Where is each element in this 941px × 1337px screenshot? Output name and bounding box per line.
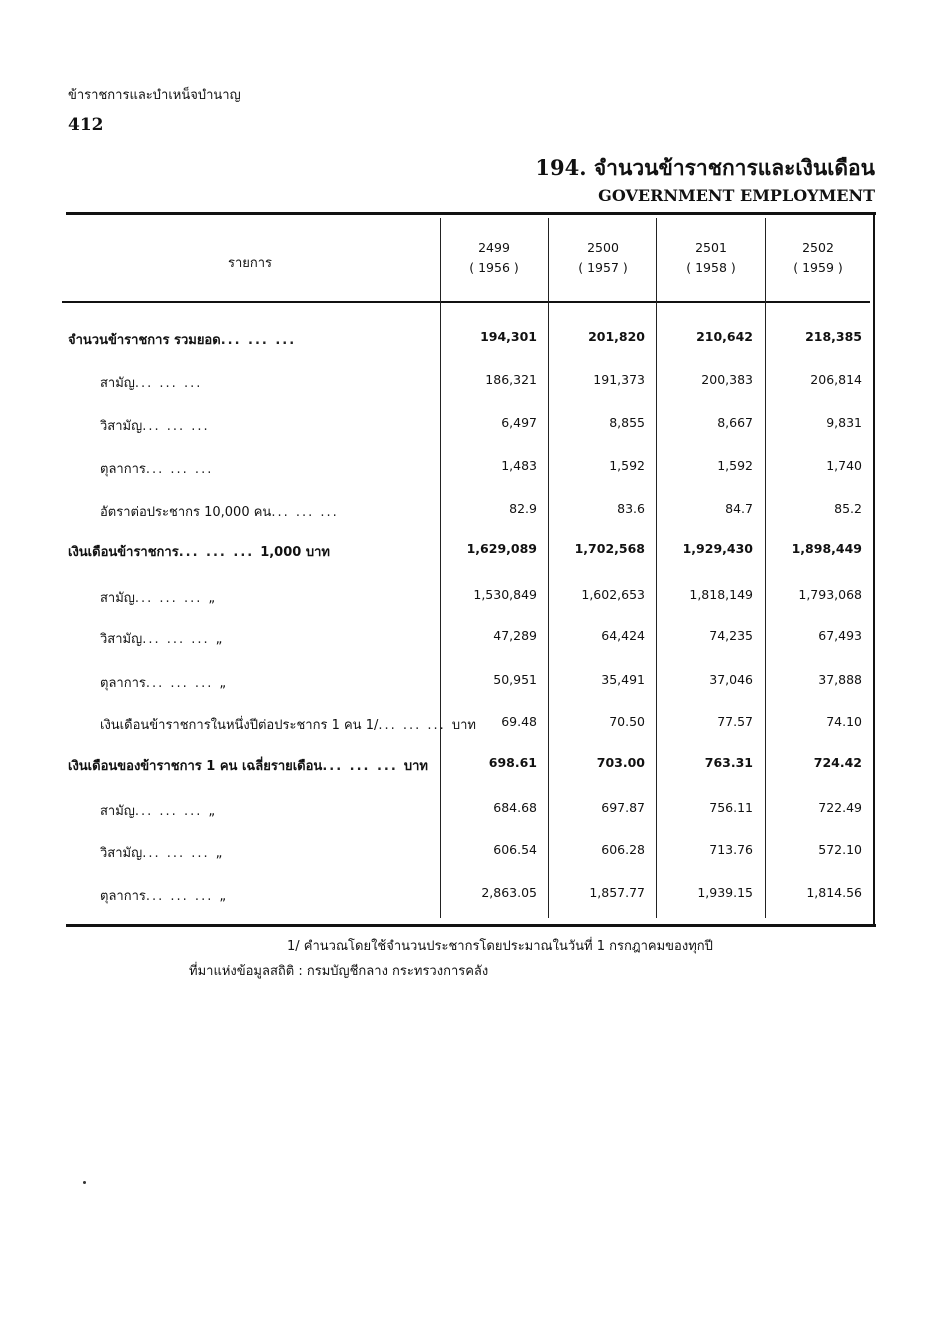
row-label-text: เงินเดือนข้าราชการในหนึ่งปีต่อประชากร 1 คน 1/ [100, 718, 379, 733]
row-label-text: เงินเดือนของข้าราชการ 1 คน เฉลี่ยรายเดือน [68, 759, 323, 774]
year-header [444, 238, 544, 278]
table-cell: 6,497 [501, 415, 537, 430]
table-cell: 722.49 [818, 800, 862, 815]
table-cell: 83.6 [617, 501, 645, 516]
table-cell: 1,793,068 [798, 587, 862, 602]
year-header [553, 238, 653, 278]
row-unit: „ [215, 846, 223, 861]
table-cell: 206,814 [810, 372, 862, 387]
year-ce: ( 1958 ) [686, 260, 736, 275]
table-row [0, 372, 941, 402]
year-be: 2499 [478, 240, 510, 255]
table-cell: 218,385 [805, 329, 862, 344]
row-label-text: ตุลาการ [100, 889, 146, 904]
row-label-text: เงินเดือนข้าราชการ [68, 545, 179, 560]
row-label [100, 800, 215, 821]
row-unit: „ [208, 804, 216, 819]
table-cell: 194,301 [480, 329, 537, 344]
table-number: 194. [535, 155, 587, 180]
dot-leader: ... ... ... [322, 759, 398, 774]
table-cell: 67,493 [818, 628, 862, 643]
table-cell: 74,235 [709, 628, 753, 643]
row-unit: บาท [451, 718, 476, 733]
table-cell: 74.10 [826, 714, 862, 729]
dot-leader: ... ... ... [145, 462, 214, 477]
table-cell: 37,046 [709, 672, 753, 687]
table-title-thai [535, 152, 875, 185]
table-cell: 606.54 [493, 842, 537, 857]
year-header [661, 238, 761, 278]
table-cell: 64,424 [601, 628, 645, 643]
header-item-label: รายการ [227, 256, 273, 271]
dot-leader: ... ... ... [142, 419, 210, 434]
dot-leader: ... ... ... [220, 333, 297, 348]
dot-leader: ... ... ... [134, 376, 203, 391]
row-label [100, 372, 202, 393]
year-ce: ( 1957 ) [578, 260, 628, 275]
table-bottom-rule [66, 924, 876, 927]
table-cell: 200,383 [701, 372, 753, 387]
table-cell: 70.50 [609, 714, 645, 729]
table-cell: 606.28 [601, 842, 645, 857]
row-label [100, 587, 215, 608]
table-row [0, 628, 941, 658]
dot-leader: ... ... ... [378, 718, 446, 733]
table-cell: 1,530,849 [473, 587, 537, 602]
row-label-text: อัตราต่อประชากร 10,000 คน [100, 505, 272, 520]
row-unit: บาท [403, 759, 428, 774]
row-label-text: วิสามัญ [100, 419, 143, 434]
row-label [100, 501, 339, 522]
table-cell: 698.61 [488, 755, 537, 770]
table-cell: 2,863.05 [481, 885, 537, 900]
table-cell: 77.57 [717, 714, 753, 729]
footnote: 1/ คำนวณโดยใช้จำนวนประชากรโดยประมาณในวันที่ 1 กรกฎาคมของทุกปี [287, 939, 713, 954]
row-unit: „ [219, 676, 227, 691]
dot-leader: ... ... ... [142, 846, 210, 861]
row-label [68, 541, 330, 562]
table-cell: 1,629,089 [466, 541, 537, 556]
year-be: 2502 [802, 240, 834, 255]
dot-leader: ... ... ... [178, 545, 255, 560]
table-row [0, 458, 941, 488]
row-label [100, 714, 476, 735]
year-header [768, 238, 868, 278]
row-label [68, 329, 296, 350]
title-thai-text: จำนวนข้าราชการและเงินเดือน [593, 155, 875, 180]
table-cell: 50,951 [493, 672, 537, 687]
table-top-rule [66, 212, 876, 215]
table-cell: 210,642 [696, 329, 753, 344]
table-cell: 8,855 [609, 415, 645, 430]
table-cell: 191,373 [593, 372, 645, 387]
table-cell: 572.10 [818, 842, 862, 857]
year-ce: ( 1959 ) [793, 260, 843, 275]
table-title-english: GOVERNMENT EMPLOYMENT [598, 186, 875, 205]
table-cell: 697.87 [601, 800, 645, 815]
year-be: 2501 [695, 240, 727, 255]
table-row [0, 587, 941, 617]
table-row [0, 800, 941, 830]
table-cell: 1,483 [501, 458, 537, 473]
table-cell: 85.2 [834, 501, 862, 516]
table-cell: 713.76 [709, 842, 753, 857]
dot-leader: ... ... ... [134, 591, 203, 606]
table-cell: 1,592 [717, 458, 753, 473]
table-cell: 1,818,149 [689, 587, 753, 602]
table-cell: 1,898,449 [791, 541, 862, 556]
dot-leader: ... ... ... [271, 505, 339, 520]
row-unit: 1,000 บาท [260, 545, 330, 560]
table-cell: 9,831 [826, 415, 862, 430]
table-cell: 37,888 [818, 672, 862, 687]
table-row [0, 755, 941, 785]
row-label-text: ตุลาการ [100, 676, 146, 691]
dot-leader: ... ... ... [134, 804, 203, 819]
row-label-text: วิสามัญ [100, 846, 143, 861]
row-label [100, 672, 226, 693]
table-cell: 35,491 [601, 672, 645, 687]
row-label-text: สามัญ [100, 804, 135, 819]
row-unit: „ [208, 591, 216, 606]
table-row [0, 885, 941, 915]
year-ce: ( 1956 ) [469, 260, 519, 275]
table-row [0, 842, 941, 872]
table-cell: 756.11 [709, 800, 753, 815]
row-label [100, 628, 222, 649]
table-cell: 69.48 [501, 714, 537, 729]
row-label [68, 755, 428, 776]
dot-leader: ... ... ... [145, 889, 214, 904]
row-label [100, 458, 213, 479]
table-row [0, 501, 941, 531]
stray-mark [83, 1181, 86, 1184]
table-row [0, 714, 941, 744]
table-cell: 763.31 [704, 755, 753, 770]
table-cell: 84.7 [725, 501, 753, 516]
dot-leader: ... ... ... [145, 676, 214, 691]
header-rule [62, 301, 870, 303]
table-cell: 82.9 [509, 501, 537, 516]
row-label [100, 842, 222, 863]
dot-leader: ... ... ... [142, 632, 210, 647]
table-cell: 8,667 [717, 415, 753, 430]
table-row [0, 541, 941, 571]
table-cell: 1,702,568 [574, 541, 645, 556]
table-cell: 201,820 [588, 329, 645, 344]
row-label-text: สามัญ [100, 591, 135, 606]
running-head: ข้าราชการและบำเหน็จบำนาญ [68, 88, 241, 103]
row-label-text: วิสามัญ [100, 632, 143, 647]
table-cell: 703.00 [596, 755, 645, 770]
table-row [0, 329, 941, 359]
row-unit: „ [219, 889, 227, 904]
table-cell: 1,857.77 [589, 885, 645, 900]
table-cell: 1,592 [609, 458, 645, 473]
row-label-text: จำนวนข้าราชการ รวมยอด [68, 333, 221, 348]
table-cell: 724.42 [813, 755, 862, 770]
table-row [0, 415, 941, 445]
row-label [100, 885, 226, 906]
table-cell: 1,740 [826, 458, 862, 473]
row-label [100, 415, 210, 436]
table-cell: 1,814.56 [806, 885, 862, 900]
table-cell: 1,939.15 [697, 885, 753, 900]
row-label-text: สามัญ [100, 376, 135, 391]
table-cell: 47,289 [493, 628, 537, 643]
page-number: 412 [68, 115, 104, 135]
row-unit: „ [215, 632, 223, 647]
table-cell: 684.68 [493, 800, 537, 815]
table-cell: 186,321 [485, 372, 537, 387]
row-label-text: ตุลาการ [100, 462, 146, 477]
table-cell: 1,929,430 [682, 541, 753, 556]
table-cell: 1,602,653 [581, 587, 645, 602]
year-be: 2500 [587, 240, 619, 255]
table-row [0, 672, 941, 702]
source-note: ที่มาแห่งข้อมูลสถิติ : กรมบัญชีกลาง กระทรวงการคลัง [189, 964, 489, 979]
